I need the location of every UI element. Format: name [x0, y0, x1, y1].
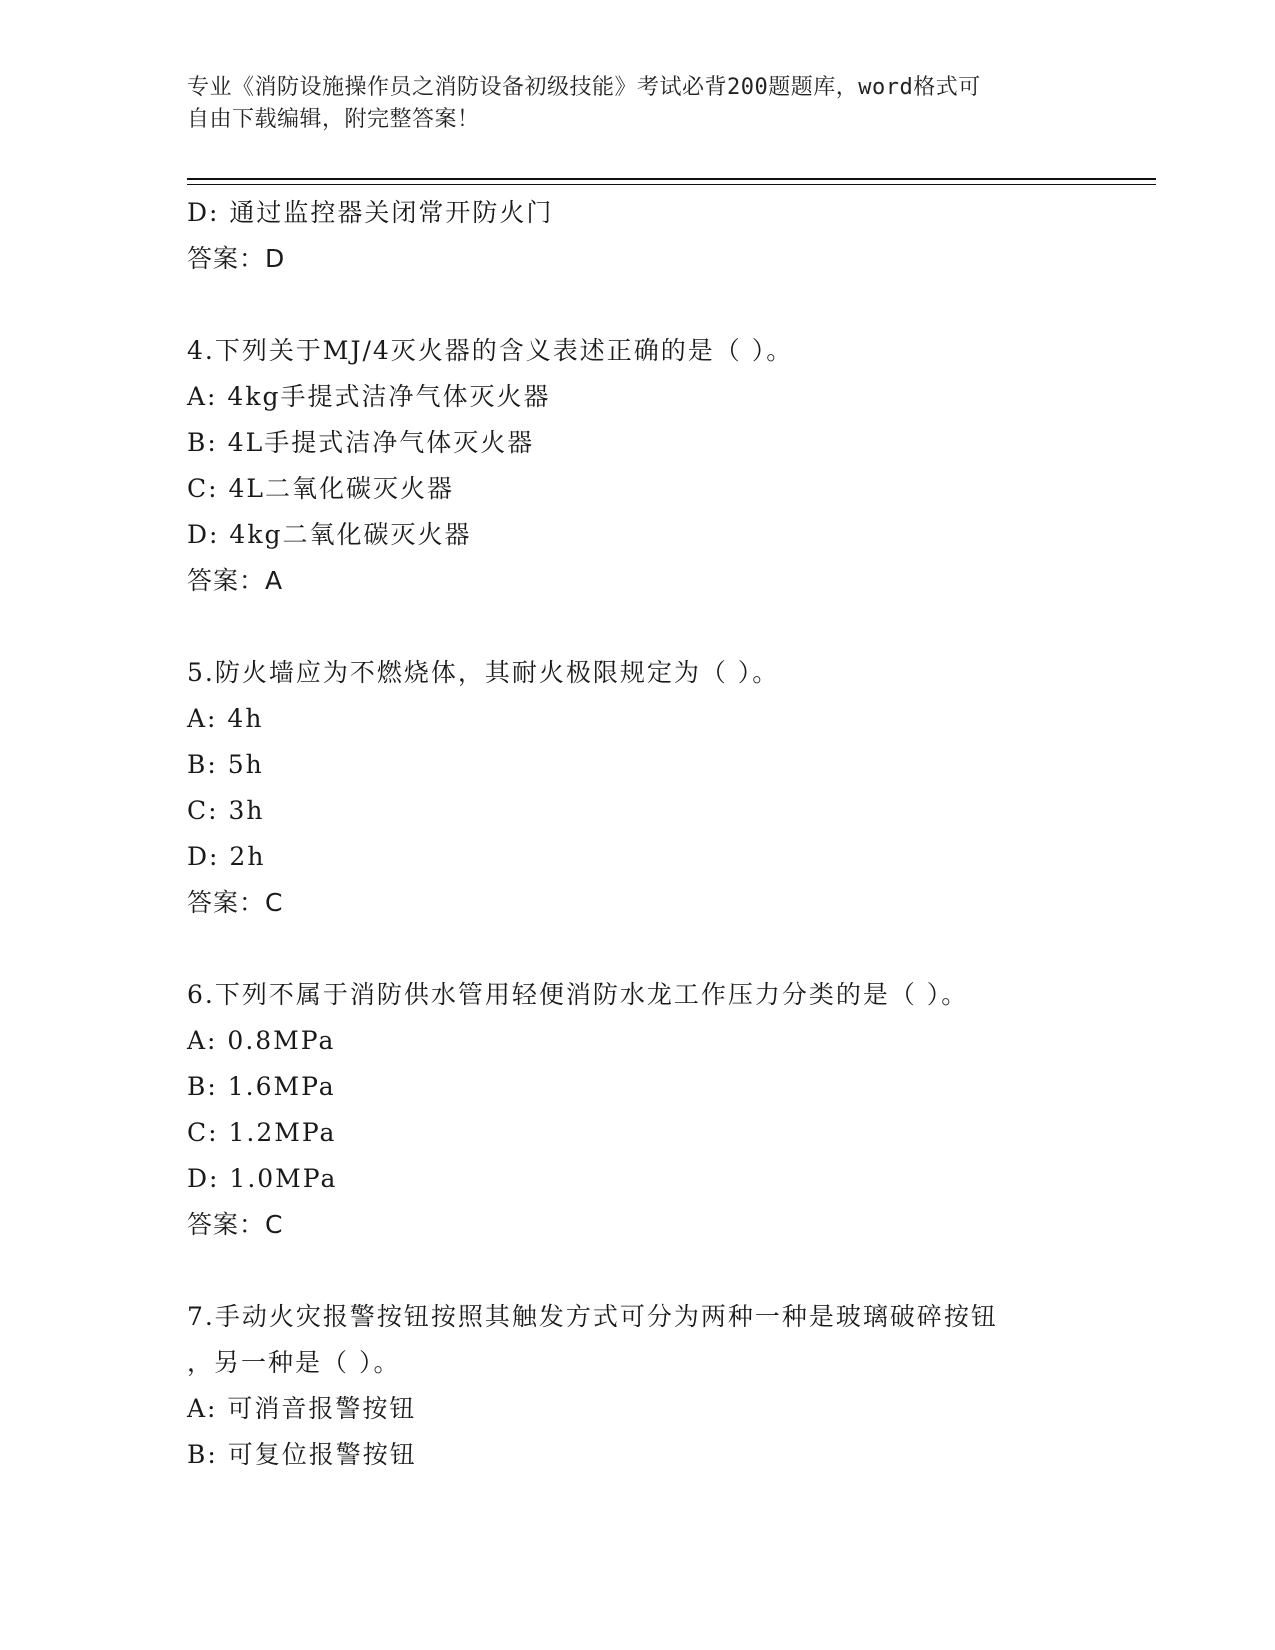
question-7 — [187, 1294, 1077, 1478]
question-text-line-1: 7.手动火灾报警按钮按照其触发方式可分为两种一种是玻璃破碎按钮 — [187, 1302, 998, 1331]
spacer — [187, 604, 1077, 650]
header-divider-thick — [187, 178, 1156, 180]
spacer — [187, 1248, 1077, 1294]
option-a: A: 0.8MPa — [187, 1026, 336, 1055]
option-b: B: 4L手提式洁净气体灭火器 — [187, 428, 535, 457]
question-4 — [187, 328, 1077, 604]
question-5 — [187, 650, 1077, 926]
option-a: A: 可消音报警按钮 — [187, 1394, 417, 1423]
option-a: A: 4kg手提式洁净气体灭火器 — [187, 382, 551, 411]
answer: 答案：C — [187, 1210, 284, 1239]
question-text: 6.下列不属于消防供水管用轻便消防水龙工作压力分类的是（ ）。 — [187, 980, 969, 1009]
answer: 答案：A — [187, 566, 284, 595]
question-6 — [187, 972, 1077, 1248]
question-text: 4.下列关于MJ/4灭火器的含义表述正确的是（ ）。 — [187, 336, 794, 365]
document-header — [187, 72, 1077, 136]
header-divider-thin — [187, 184, 1156, 185]
header-line-2: 自由下载编辑，附完整答案！ — [187, 107, 480, 132]
question-text-line-2: ，另一种是（ ）。 — [187, 1348, 401, 1377]
option-b: B: 5h — [187, 750, 264, 779]
option-b: B: 1.6MPa — [187, 1072, 336, 1101]
question-3-tail — [187, 190, 1077, 282]
option-c: C: 4L二氧化碳灭火器 — [187, 474, 455, 503]
option-b: B: 可复位报警按钮 — [187, 1440, 417, 1469]
question-text: 5.防火墙应为不燃烧体，其耐火极限规定为（ ）。 — [187, 658, 780, 687]
option-d: D: 2h — [187, 842, 266, 871]
answer: 答案：D — [187, 244, 286, 273]
option-d: D: 1.0MPa — [187, 1164, 338, 1193]
spacer — [187, 282, 1077, 328]
answer: 答案：C — [187, 888, 284, 917]
question-list — [187, 190, 1077, 1478]
option-d: D: 通过监控器关闭常开防火门 — [187, 198, 554, 227]
spacer — [187, 926, 1077, 972]
option-c: C: 3h — [187, 796, 265, 825]
header-line-1: 专业《消防设施操作员之消防设备初级技能》考试必背200题题库，word格式可 — [187, 75, 981, 100]
option-c: C: 1.2MPa — [187, 1118, 337, 1147]
option-a: A: 4h — [187, 704, 264, 733]
option-d: D: 4kg二氧化碳灭火器 — [187, 520, 472, 549]
